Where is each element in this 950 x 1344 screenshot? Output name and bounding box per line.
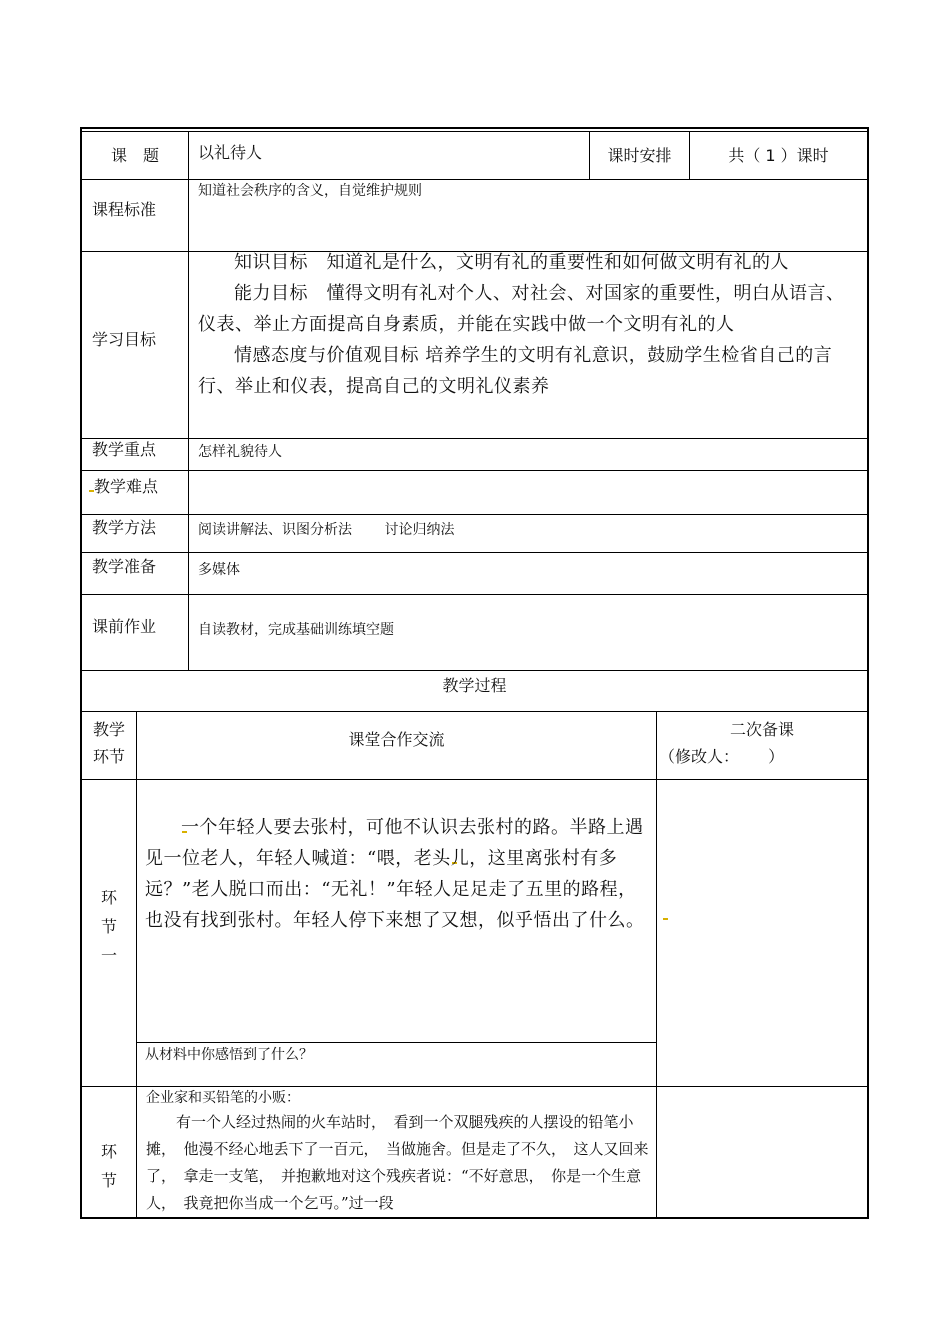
schedule-label: 课时安排 <box>607 146 672 165</box>
standard-label: 课程标准 <box>92 200 157 219</box>
format-mark <box>663 918 668 920</box>
objectives-label: 学习目标 <box>92 330 157 349</box>
key-label: 教学重点 <box>92 440 157 459</box>
stage2-label-char1: 环 <box>100 1142 117 1161</box>
homework-label: 课前作业 <box>92 617 157 636</box>
objective-knowledge: 知识目标 知道礼是什么，文明有礼的重要性和如何做文明有礼的人 <box>234 252 789 273</box>
col-notes-header-line2: （修改人： ） <box>659 747 785 766</box>
stage1-label-char2: 节 <box>100 917 117 936</box>
homework-value: 自读教材，完成基础训练填空题 <box>198 622 394 638</box>
stage1-story-text: 一个年轻人要去张村，可他不认识去张村的路。半路上遇见一位老人，年轻人喊道：“喂，老头儿，这里离张村有多远？”老人脱口而出：“无礼！”年轻人足足走了五里的路程，也没有找到张村。年轻人停下来想了又想，似乎悟出了什么。 <box>145 817 645 931</box>
frame-right <box>867 127 869 1219</box>
col-notes-header <box>657 716 867 770</box>
row-line <box>80 514 869 515</box>
stage2-story <box>146 1109 652 1217</box>
stage2-title: 企业家和买铅笔的小贩： <box>146 1090 300 1106</box>
row-line <box>80 470 869 471</box>
method-label: 教学方法 <box>92 518 157 537</box>
stage1-label-char1: 环 <box>100 888 117 907</box>
row-line <box>80 594 869 595</box>
objectives-list <box>198 247 862 402</box>
process-title: 教学过程 <box>442 676 507 695</box>
row-line <box>80 552 869 553</box>
frame-top <box>80 127 869 129</box>
stage2-label-char2: 节 <box>100 1171 117 1190</box>
schedule-value: 共（ 1 ）课时 <box>728 146 829 165</box>
method-value: 阅读讲解法、识图分析法 讨论归纳法 <box>198 522 455 538</box>
stage2-label <box>82 1137 136 1195</box>
topic-value: 以礼待人 <box>198 143 263 162</box>
row-line <box>136 1042 656 1043</box>
stage2-story-text: 有一个人经过热闹的火车站时， 看到一个双腿残疾的人摆设的铅笔小摊， 他漫不经心地丢下了一百元， 当做施舍。但是走了不久， 这人又回来了， 拿走一支笔， 并抱歉地对这个残疾者说：“不好意思， 你是一个生意人， 我竟把你当成一个乞丐。”过一段 <box>146 1113 649 1212</box>
row-line <box>80 779 869 780</box>
key-value: 怎样礼貌待人 <box>198 444 282 460</box>
row-line <box>80 438 869 439</box>
standard-value: 知道社会秩序的含义，自觉维护规则 <box>198 183 422 199</box>
prep-label: 教学准备 <box>92 557 157 576</box>
col-stage-header <box>82 716 136 770</box>
objective-ability: 能力目标 懂得文明有礼对个人、对社会、对国家的重要性，明白从语言、仪表、举止方面提高自身素质，并能在实践中做一个文明有礼的人 <box>198 283 845 335</box>
col-notes-header-line1: 二次备课 <box>729 720 794 739</box>
col-main-header: 课堂合作交流 <box>348 730 445 749</box>
objective-attitude: 情感态度与价值观目标 培养学生的文明有礼意识，鼓励学生检省自己的言行、举止和仪表，提高自己的文明礼仪素养 <box>198 345 833 397</box>
stage1-label <box>82 883 136 970</box>
col-line <box>136 711 137 1218</box>
stage1-question: 从材料中你感悟到了什么？ <box>145 1047 313 1063</box>
col-line <box>188 131 189 671</box>
frame-bottom <box>80 1217 869 1219</box>
topic-label: 课 题 <box>110 146 159 165</box>
col-stage-header-line2: 环节 <box>92 747 125 766</box>
col-line <box>656 711 657 1218</box>
stage1-story <box>145 812 651 936</box>
prep-value: 多媒体 <box>198 562 240 578</box>
difficulty-label: 教学难点 <box>94 477 159 496</box>
col-stage-header-line1: 教学 <box>92 720 125 739</box>
stage1-label-char3: 一 <box>100 946 117 965</box>
